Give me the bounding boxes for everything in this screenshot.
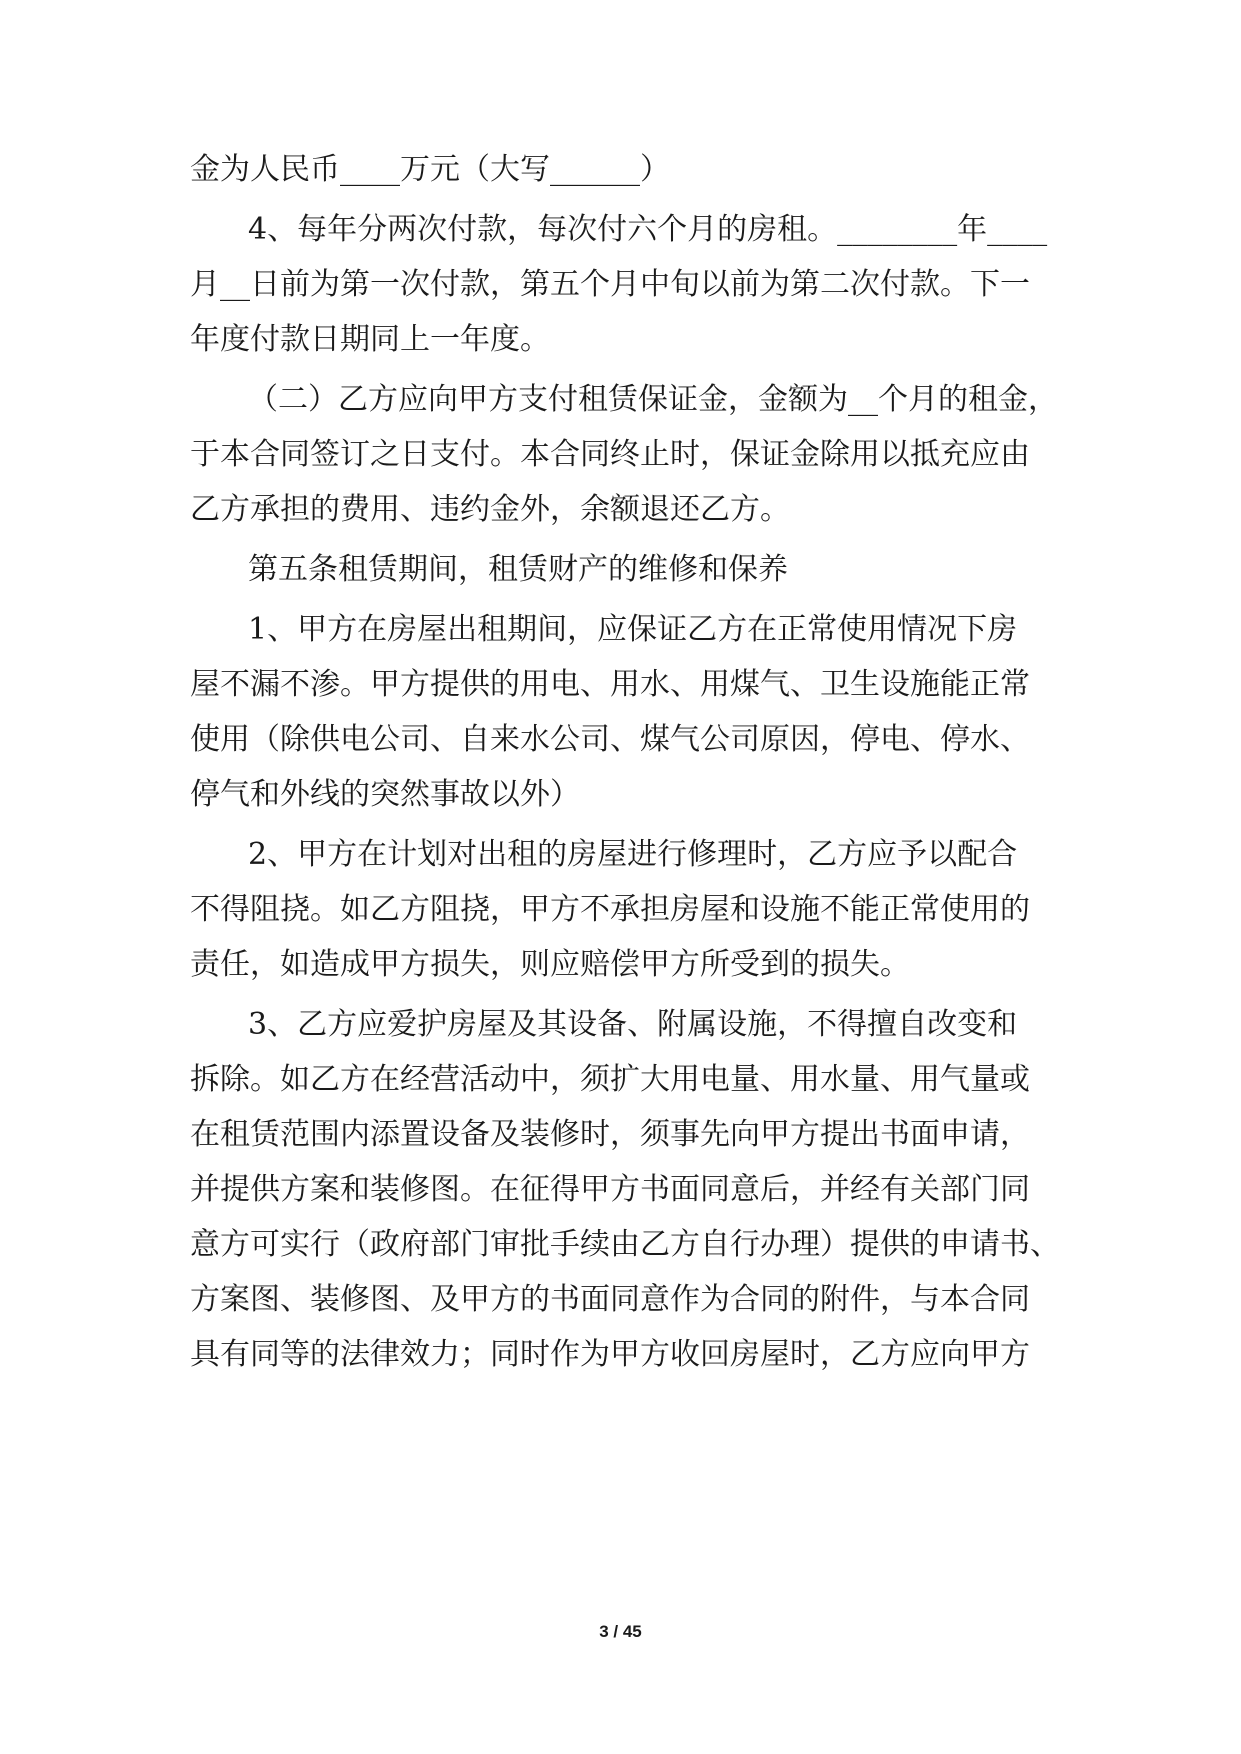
text-line: 停气和外线的突然事故以外）: [190, 777, 580, 812]
section-heading: 第五条租赁期间，租赁财产的维修和保养: [248, 552, 788, 587]
text-line: 乙方承担的费用、违约金外，余额退还乙方。: [190, 492, 790, 527]
text-line: 月__日前为第一次付款，第五个月中旬以前为第二次付款。下一: [190, 267, 1030, 302]
text-line: 屋不漏不渗。甲方提供的用电、用水、用煤气、卫生设施能正常: [190, 667, 1030, 702]
text-line: 1、甲方在房屋出租期间，应保证乙方在正常使用情况下房: [248, 612, 1018, 647]
text-line: 金为人民币____万元（大写______）: [190, 152, 670, 187]
text-line: 意方可实行（政府部门审批手续由乙方自行办理）提供的申请书、: [190, 1227, 1060, 1262]
text-line: 拆除。如乙方在经营活动中，须扩大用电量、用水量、用气量或: [190, 1062, 1030, 1097]
text-line: 2、甲方在计划对出租的房屋进行修理时，乙方应予以配合: [248, 837, 1018, 872]
text-line: 并提供方案和装修图。在征得甲方书面同意后，并经有关部门同: [190, 1172, 1030, 1207]
text-line: 年度付款日期同上一年度。: [190, 322, 550, 357]
text-line: 责任，如造成甲方损失，则应赔偿甲方所受到的损失。: [190, 947, 910, 982]
text-line: 使用（除供电公司、自来水公司、煤气公司原因，停电、停水、: [190, 722, 1030, 757]
text-line: 具有同等的法律效力；同时作为甲方收回房屋时，乙方应向甲方: [190, 1337, 1030, 1372]
text-line: （二）乙方应向甲方支付租赁保证金，金额为__个月的租金，: [248, 382, 1058, 417]
page-number: 3 / 45: [599, 1622, 642, 1641]
text-line: 3、乙方应爱护房屋及其设备、附属设施，不得擅自改变和: [248, 1007, 1018, 1042]
text-line: 方案图、装修图、及甲方的书面同意作为合同的附件，与本合同: [190, 1282, 1030, 1317]
text-line: 于本合同签订之日支付。本合同终止时，保证金除用以抵充应由: [190, 437, 1030, 472]
text-line: 在租赁范围内添置设备及装修时，须事先向甲方提出书面申请，: [190, 1117, 1030, 1152]
text-line: 4、每年分两次付款，每次付六个月的房租。________年____: [248, 212, 1048, 247]
text-line: 不得阻挠。如乙方阻挠，甲方不承担房屋和设施不能正常使用的: [190, 892, 1030, 927]
